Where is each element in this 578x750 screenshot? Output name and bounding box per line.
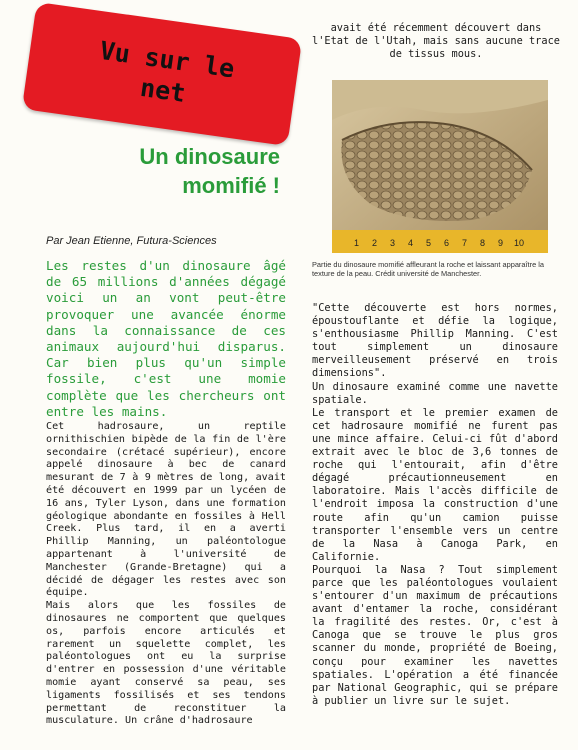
ruler-number: 1 [354, 238, 360, 248]
right-column-continuation: avait été récemment découvert dans l'Etat de l'Utah, mais sans aucune trace de tissus mous. [312, 22, 560, 61]
right-paragraph: Pourquoi la Nasa ? Tout simplement parce que les paléontologues voulaient s'entourer d'un maximum de précautions avant d'entamer la roche, considérant la fragilité des restes. Or, c'est à Canoga que se trouve le plus gros scanner du monde, propriété de Boeing, conçu pour examiner les navettes spatiales. L'opération a été financée par National Geographic, qui se prépare à publier un livre sur le sujet. [312, 563, 558, 707]
left-paragraph: Cet hadrosaure, un reptile ornithischien bipède de la fin de l'ère secondaire (crétacé supérieur), encore appelé dinosaure à bec de canard mesurant de 7 à 9 mètres de long, avait été découvert en 1999 par un lycéen de 16 ans, Tyler Lyson, dans une formation géologique abondante en fossiles à Hell Creek. Plus tard, il en a averti Phillip Manning, un paléontologue appartenant à l'université de Manchester (Grande-Bretagne) qui a décidé de dégager les restes avec son équipe. [46, 421, 286, 599]
article-lead: Les restes d'un dinosaure âgé de 65 millions d'années dégagé voici un an vont peut-être provoquer une avancée énorme dans la connaissance de ces animaux aujourd'hui disparus. Car bien plus qu'un simple fossile, c'est une momie complète que les chercheurs ont entre les mains. [46, 258, 286, 419]
dinosaur-skin-photo [332, 80, 548, 253]
ruler-number: 10 [514, 238, 525, 248]
banner-title: Vu sur le net [98, 35, 237, 108]
right-column-body [312, 302, 558, 708]
left-column-body [46, 421, 286, 728]
ruler-number: 2 [372, 238, 378, 248]
article-byline: Par Jean Etienne, Futura-Sciences [46, 235, 217, 247]
ruler-number: 4 [408, 238, 414, 248]
ruler-number: 9 [498, 238, 504, 248]
ruler-number: 5 [426, 238, 432, 248]
fossil-image [332, 80, 548, 253]
ruler-number: 8 [480, 238, 486, 248]
right-paragraph: "Cette découverte est hors normes, époustouflante et défie la logique, s'enthousiasme Phillip Manning. C'est tout simplement un dinosaure merveilleusement préservé en trois dimensions". [312, 302, 558, 380]
left-paragraph: Mais alors que les fossiles de dinosaures ne comportent que quelques os, parfois encore articulés et rarement un squelette complet, les paléontologues ont eu la surprise d'entrer en possession d'une véritable momie ayant conservé sa peau, ses ligaments fossilisés et ses tendons permettant de reconstituer la musculature. Un crâne d'hadrosaure [46, 600, 286, 727]
right-paragraph: Le transport et le premier examen de cet hadrosaure momifié ne furent pas une mince affaire. Celui-ci fût d'abord extrait avec le bloc de 3,6 tonnes de roche qui l'entourait, afin d'être dégagé précautionneusement en laboratoire. Mais l'accès difficile de l'endroit imposa la construction d'une route afin qu'un camion puisse transporter l'ensemble vers un centre de la Nasa à Canoga Park, en Californie. [312, 406, 558, 563]
article-headline: Un dinosaure momifié ! [139, 144, 280, 198]
ruler-number: 3 [390, 238, 396, 248]
right-paragraph: Un dinosaure examiné comme une navette spatiale. [312, 380, 558, 406]
photo-caption: Partie du dinosaure momifié affleurant la roche et laissant apparaître la texture de la peau. Crédit université de Manchester. [312, 260, 544, 279]
ruler-number: 7 [462, 238, 468, 248]
ruler-number: 6 [444, 238, 450, 248]
